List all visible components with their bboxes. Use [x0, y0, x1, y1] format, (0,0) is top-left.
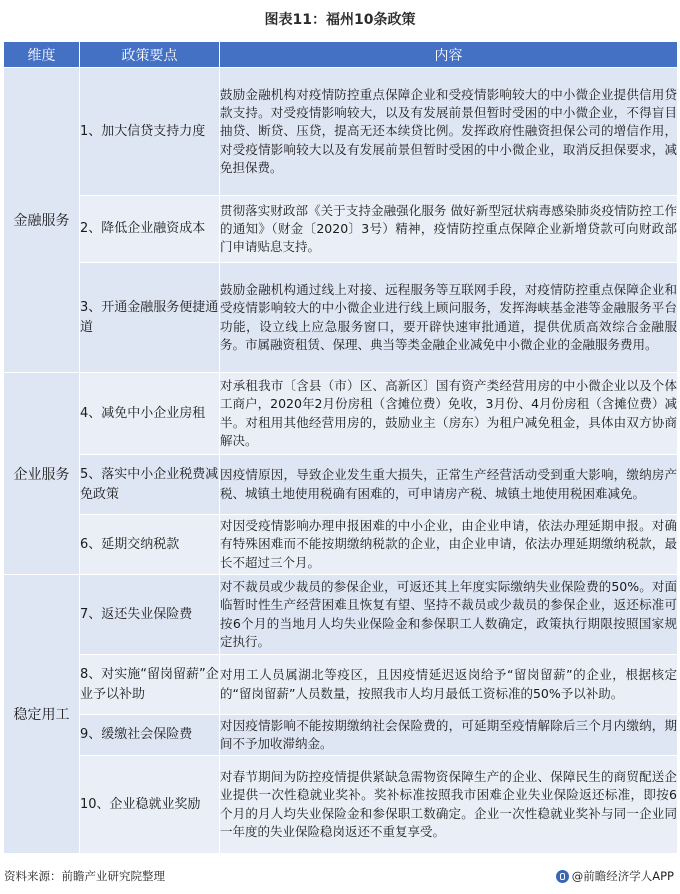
policy-point: 3、开通金融服务便捷通道 [80, 263, 220, 373]
policy-point: 7、返还失业保险费 [80, 575, 220, 655]
table-row [4, 455, 678, 515]
source-note: 资料来源：前瞻产业研究院整理 [4, 869, 165, 883]
policy-content: 对因疫情影响不能按期缴纳社会保险费的，可延期至疫情解除后三个月内缴纳，期间不予加收滞纳金。 [220, 715, 678, 756]
brand-label: @前瞻经济学人APP [571, 869, 674, 883]
policy-content: 对承租我市〔含县（市）区、高新区〕国有资产类经营用房的中小微企业以及个体工商户，2020年2月份房租（含摊位费）免收，3月份、4月份房租（含摊位费）减半。对租用其他经营用房的，鼓励业主（房东）为租户减免租金，具体由双方协商解决。 [220, 373, 678, 455]
policy-point: 1、加大信贷支持力度 [80, 68, 220, 196]
policy-table [3, 41, 678, 854]
group-employment: 稳定用工 [4, 575, 80, 854]
policy-content: 对春节期间为防控疫情提供紧缺急需物资保障生产的企业、保障民生的商贸配送企业提供一次性稳就业奖补。奖补标准按照我市困难企业失业保险返还标准，即按6个月的月人均失业保险金和参保职工数确定。企业一次性稳就业奖补与同一企业同一年度的失业保险稳岗返还不重复享受。 [220, 756, 678, 854]
policy-content: 对用工人员属湖北等疫区，且因疫情延迟返岗给予“留岗留薪”的企业，根据核定的“留岗留薪”人员数量，按照我市人均月最低工资标准的50%予以补助。 [220, 655, 678, 715]
table-row [4, 575, 678, 655]
policy-point: 2、降低企业融资成本 [80, 196, 220, 263]
table-header-row [4, 42, 678, 68]
header-content: 内容 [220, 42, 678, 68]
policy-content: 鼓励金融机构通过线上对接、远程服务等互联网手段，对疫情防控重点保障企业和受疫情影响较大的中小微企业进行线上顾问服务，发挥海峡基金港等金融服务平台功能，设立线上应急服务窗口，要开辟快速审批通道，提供优质高效综合金融服务。市属融资租赁、保理、典当等类金融企业减免中小微企业的金融服务费用。 [220, 263, 678, 373]
policy-point: 10、企业稳就业奖励 [80, 756, 220, 854]
policy-point: 4、减免中小企业房租 [80, 373, 220, 455]
table-row [4, 515, 678, 575]
table-row [4, 756, 678, 854]
policy-point: 6、延期交纳税款 [80, 515, 220, 575]
policy-point: 8、对实施“留岗留薪”企业予以补助 [80, 655, 220, 715]
table-row [4, 373, 678, 455]
figure-title: 图表11：福州10条政策 [264, 12, 416, 28]
policy-content: 对不裁员或少裁员的参保企业，可返还其上年度实际缴纳失业保险费的50%。对面临暂时性生产经营困难且恢复有望、坚持不裁员或少裁员的参保企业，返还标准可按6个月的当地月人均失业保险金和参保职工人数确定，政策执行期限按照国家规定执行。 [220, 575, 678, 655]
policy-content: 对因受疫情影响办理申报困难的中小企业，由企业申请，依法办理延期申报。对确有特殊困难而不能按期缴纳税款的企业，由企业申请，依法办理延期缴纳税款，最长不超过三个月。 [220, 515, 678, 575]
table-row [4, 655, 678, 715]
policy-content: 因疫情原因，导致企业发生重大损失，正常生产经营活动受到重大影响，缴纳房产税、城镇土地使用税确有困难的，可申请房产税、城镇土地使用税困难减免。 [220, 455, 678, 515]
table-row [4, 196, 678, 263]
policy-content: 鼓励金融机构对疫情防控重点保障企业和受疫情影响较大的中小微企业提供信用贷款支持。对受疫情影响较大，以及有发展前景但暂时受困的中小微企业，不得盲目抽贷、断贷、压贷，提高无还本续贷比例。发挥政府性融资担保公司的增信作用，对受疫情影响较大以及有发展前景但暂时受困的中小微企业，取消反担保要求，减免担保费。 [220, 68, 678, 196]
header-policy-point: 政策要点 [80, 42, 220, 68]
table-row [4, 715, 678, 756]
policy-point: 5、落实中小企业税费减免政策 [80, 455, 220, 515]
policy-content: 贯彻落实财政部《关于支持金融强化服务 做好新型冠状病毒感染肺炎疫情防控工作的通知》（财金〔2020〕3号）精神，疫情防控重点保障企业新增贷款可向财政部门申请贴息支持。 [220, 196, 678, 263]
header-dimension: 维度 [4, 42, 80, 68]
policy-point: 9、缓缴社会保险费 [80, 715, 220, 756]
qianzhan-logo-icon [556, 870, 569, 883]
group-finance: 金融服务 [4, 68, 80, 373]
table-row [4, 263, 678, 373]
group-enterprise: 企业服务 [4, 373, 80, 575]
table-row [4, 68, 678, 196]
brand-credit [556, 868, 674, 884]
